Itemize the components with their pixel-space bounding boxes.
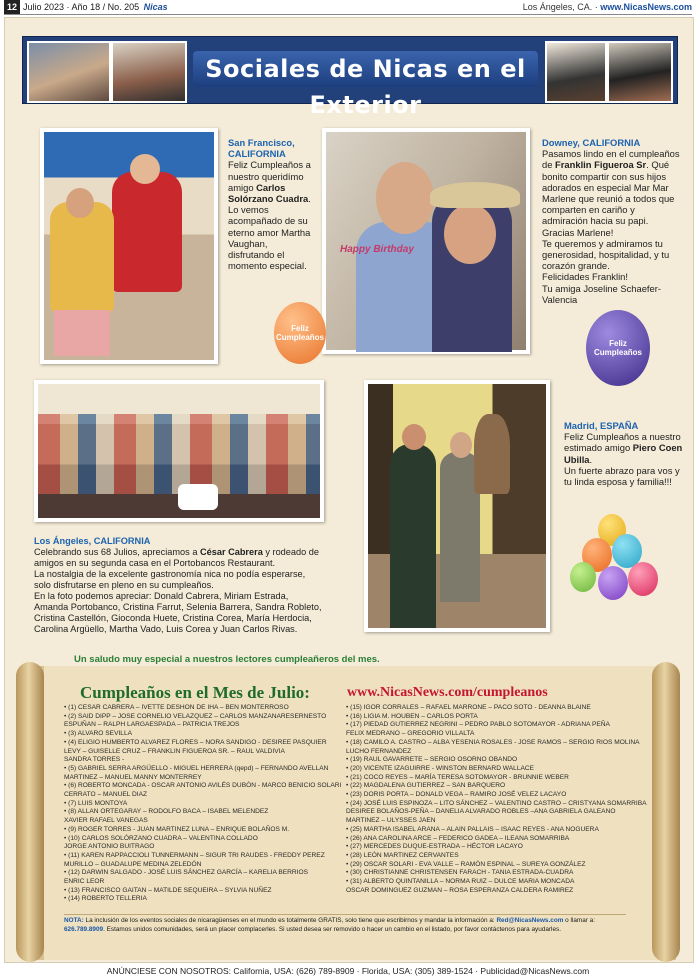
birthday-entry: • (29) OSCAR SOLARI - EVA VALLE – RAMÓN ESPINAL – SUREYA GONZÁLEZ <box>346 860 586 868</box>
location-site <box>523 0 692 14</box>
orange-balloon <box>274 302 326 364</box>
birthday-entry: • (30) CHRISTIANNE CHRISTENSEN FARACH - TANIA ESTRADA-CUADRA <box>346 869 574 877</box>
birthday-entry: • (11) KAREN RAPPACCIOLI TUNNERMANN – SIGUR TRI RAUDES - FREDDY PEREZ <box>64 851 325 859</box>
birthday-entry: • (2) SAID DIPP – JOSE CORNELIO VELAZQUEZ – CARLOS MANZANARESERNESTO <box>64 712 327 720</box>
birthday-note <box>64 914 626 934</box>
birthday-entry: • (5) GABRIEL SERRA ARGÜELLO - MIGUEL HERRERA (qepd) – FERNANDO AVELLAN <box>64 764 329 772</box>
birthday-entry: SANDRA TORRES - <box>64 756 125 764</box>
birthday-entry: • (20) VICENTE IZAGUIRRE - WINSTON BERNARD WALLACE <box>346 764 535 772</box>
birthday-entry: • (6) ROBERTO MONCADA - OSCAR ANTONIO AVILÉS DUBÓN - MARCO BENICIO SOLARI <box>64 782 342 790</box>
scroll-rod-right <box>652 662 680 962</box>
caption-place: San Francisco, CALIFORNIA <box>228 137 295 160</box>
caption-line: La nostalgia de la excelente gastronomía nica no podía esperarse, solo disfrutarse en pleno en su cumpleaños. <box>34 569 306 590</box>
birthday-salute: Un saludo muy especial a nuestros lectores cumpleañeros del mes. <box>74 654 380 665</box>
birthday-entry: • (26) ANA CAROLINA ARCE – FEDERICO GADEA – ILEANA SOMARRIBA <box>346 834 570 842</box>
photo-downey <box>322 128 530 354</box>
birthday-entry: MARTINEZ – MANUEL MANNY MONTERREY <box>64 773 202 781</box>
caption-madrid <box>564 420 684 487</box>
birthday-url[interactable]: www.NicasNews.com/cumpleanos <box>347 685 548 700</box>
balloon-text: Feliz Cumpleaños <box>593 339 642 357</box>
birthday-entry: • (9) ROGER TORRES - JUAN MARTINEZ LUNA – ENRIQUE BOLAÑOS M. <box>64 825 290 833</box>
photo-los-angeles <box>34 380 324 522</box>
birthday-entry: • (31) ALBERTO QUINTANILLA – NORMA RUIZ – DULCE MARIA MONCADA <box>346 878 575 886</box>
birthday-entry: • (1) CESAR CABRERA – IVETTE DESHON DE IHA – BEN MONTERROSO <box>64 704 289 711</box>
balloon-text: Feliz Cumpleaños <box>275 324 324 342</box>
birthday-entry: OSCAR DOMINGUEZ GUZMAN – ROSA ESPERANZA CALDERA RAMIREZ <box>346 886 574 894</box>
green-balloon <box>570 562 596 592</box>
caption-line: Felicidades Franklin! <box>542 271 628 283</box>
birthday-entry: ENRIC LEOR <box>64 878 105 886</box>
banner-photo-4 <box>607 41 673 103</box>
caption-los-angeles <box>34 536 324 635</box>
page-header <box>4 0 692 15</box>
birthday-entry: MARTINEZ – ULYSSES JAEN <box>346 817 436 825</box>
balloon-cluster <box>566 512 686 632</box>
photo-san-francisco <box>40 128 218 364</box>
birthday-entry: • (25) MARTHA ISABEL ARANA – ALAIN PALLAIS – ISAAC REYES - ANA NOGUERA <box>346 825 599 833</box>
caption-line: Tu amiga Joseline Schaefer-Valencia <box>542 282 661 305</box>
issue-info <box>4 0 168 14</box>
caption-text: . <box>589 453 593 465</box>
caption-line: Gracias Marlene! <box>542 226 614 238</box>
caption-text: . Lo vemos acompañado de su eterno amor Martha Vaughan, disfrutando el momento especial. <box>228 193 311 272</box>
birthday-entry: • (28) LEÓN MARTINEZ CERVANTES <box>346 851 459 859</box>
birthday-entry: ESPUÑAN – RALPH LARGAESPADA – PATRICIA TREJOS <box>64 721 240 729</box>
birthday-entry: • (4) ELIGIO HUMBERTO ALVAREZ FLORES – NORA SANDIGO - DESIREE PASQUIER <box>64 738 327 746</box>
scroll-rod-left <box>16 662 44 962</box>
caption-name: César Cabrera <box>199 547 263 557</box>
birthday-list-left <box>64 704 340 904</box>
caption-line: Un fuerte abrazo para vos y tu linda esposa y familia!!! <box>564 464 680 488</box>
page-number: 12 <box>4 0 20 14</box>
caption-line: En la foto podemos apreciar: Donald Cabrera, Miriam Estrada, Amanda Portobanco, Cristina Farrut, Selenia Barrera, Sandra Robleto, Cristina Castellón, Gioconda Huete, Cristina Corea, María Herdocia, Carolina Argüello, Martha Vado, Luis Corea y Juan Carlos Rivas. <box>34 591 322 634</box>
caption-text: Feliz Cumpleaños a nuestro queridímo amigo <box>228 159 311 193</box>
birthday-entry: MURILLO – GUADALUPE MEDINA ZELEDÓN <box>64 860 202 868</box>
birthday-entry: LEVY – GUISELLE CRUZ – FRANKLIN FIGUEROA SR. – RAUL VALDIVIA <box>64 747 285 755</box>
birthday-entry: FELIX MEDRANO – GREGORIO VILLALTA <box>346 730 475 738</box>
banner-photo-1 <box>27 41 111 103</box>
nicas-logo: Nicas <box>143 2 168 12</box>
note-text: La inclusión de los eventos sociales de nicaragüenses en el mundo es totalmente GRATIS, solo tiene que escribirnos y mandar la información a: <box>83 917 497 924</box>
caption-text: . Qué bonito compartir con sus hijos adorados en especial Mar Mar Marlene que reunió a todos que comparten en cariño y admiración hacia su papi. <box>542 159 675 227</box>
birthday-entry: • (8) ALLAN ORTEGARAY – RODOLFO BACA – ISABEL MELENDEZ <box>64 808 269 816</box>
birthday-entry: • (12) DARWIN SALGADO - JOSÉ LUIS SÁNCHEZ GARCÍA – KARELIA BERRIOS <box>64 869 309 877</box>
note-email[interactable]: Red@NicasNews.com <box>496 917 564 924</box>
birthday-entry: • (17) PIEDAD GUTIERREZ NEGRINI – PEDRO PABLO SOTOMAYOR - ADRIANA PEÑA <box>346 721 610 729</box>
caption-text: Pasamos lindo en el cumpleaños de <box>542 148 680 171</box>
caption-san-francisco <box>228 137 314 271</box>
birthday-entry: • (18) CAMILO A. CASTRO – ALBA YESENIA ROSALES - JOSE RAMOS – SERGIO RIOS MOLINA <box>346 738 640 746</box>
birthday-title: Cumpleaños en el Mes de Julio: <box>80 683 310 702</box>
birthday-entry: • (15) IGOR CORRALES – RAFAEL MARRONE – PACO SOTO - DEANNA BLAINE <box>346 704 591 711</box>
birthday-entry: JORGE ANTONIO BUITRAGO <box>64 843 155 851</box>
note-phone: 626.789.8909 <box>64 925 104 933</box>
birthday-entry: XAVIER RAFAEL VANEGAS <box>64 817 148 825</box>
caption-name: Carlos Solórzano Cuadra <box>228 181 309 205</box>
banner-title: Sociales de Nicas en el Exterior <box>193 51 538 87</box>
page-footer: ANÚNCIESE CON NOSOTROS: California, USA: (626) 789-8909 · Florida, USA: (305) 389-1524 · Publicidad@NicasNews.com <box>106 966 590 976</box>
section-banner <box>22 36 678 119</box>
caption-text: Celebrando sus 68 Julios, apreciamos a <box>34 547 200 557</box>
birthday-entry: LUCHO FERNANDEZ <box>346 747 412 755</box>
birthday-entry: • (14) ROBERTO TELLERIA <box>64 895 147 903</box>
purple-balloon <box>586 310 650 386</box>
birthday-entry: • (21) COCO REYES – MARÍA TERESA SOTOMAYOR - BRUNNIE WEBER <box>346 773 569 781</box>
note-text-mid: o llamar a: <box>563 917 596 924</box>
birthday-entry: • (19) RAUL GAVARRETE – SERGIO OSORNO OBANDO <box>346 756 518 764</box>
caption-text: y rodeado de amigos en su segunda casa en el Portobancos Restaurant. <box>34 547 320 568</box>
pink-balloon <box>628 562 658 596</box>
caption-downey <box>542 137 682 305</box>
caption-place: Madrid, ESPAÑA <box>564 420 639 431</box>
caption-place: Downey, CALIFORNIA <box>542 137 641 148</box>
website-link[interactable]: www.NicasNews.com <box>600 2 692 12</box>
birthday-entry: • (3) ALVARO SEVILLA <box>64 730 133 738</box>
birthday-list-right <box>346 704 647 895</box>
note-text-end: . Estamos unidos comunidades, será un placer complacerles. Si usted desea ser removido o hacer un cambio en el listado, por favor contáctenos para ayudarles. <box>103 925 561 933</box>
birthday-entry: • (22) MAGDALENA GUTIERREZ – SAN BARQUERO <box>346 782 506 790</box>
caption-name: Piero Coen Ubilla <box>564 442 683 465</box>
caption-place: Los Ángeles, CALIFORNIA <box>34 536 151 546</box>
birthday-entry: • (13) FRANCISCO GAITAN – MATILDE SEQUEIRA – SYLVIA NUÑEZ <box>64 886 272 894</box>
caption-name: Franklin Figueroa Sr <box>555 159 647 171</box>
birthday-entry: DESIREE BOLAÑOS-PEÑA – DANELIA ALVARADO ROBLES –ANA GABRIELA GALEANO <box>346 808 616 816</box>
birthday-entry: • (24) JOSÉ LUIS ESPINOZA – LITO SÁNCHEZ – VALENTINO CASTRO – CRISTYANA SOMARRIBA <box>346 799 647 807</box>
caption-text: Feliz Cumpleaños a nuestro estimado amigo <box>564 431 681 454</box>
birthday-entry: • (16) LIGIA M. HOUBEN – CARLOS PORTA <box>346 712 478 720</box>
birthday-entry: CERRATO – MANUEL DIAZ <box>64 791 148 799</box>
birthday-entry: • (10) CARLOS SOLÓRZANO CUADRA – VALENTINA COLLADO <box>64 834 258 842</box>
birthday-entry: • (7) LUIS MONTOYA <box>64 799 128 807</box>
location-text: Los Ángeles, CA. · <box>522 2 601 12</box>
issue-text: Julio 2023 · Año 18 / No. 205 <box>23 2 140 12</box>
note-label: NOTA: <box>64 917 84 924</box>
banner-photo-2 <box>111 41 187 103</box>
birthday-entry: • (27) MERCEDES DUQUE-ESTRADA – HÉCTOR LACAYO <box>346 843 523 851</box>
caption-line: Te queremos y admiramos tu generosidad, hospitalidad, y tu corazón grande. <box>542 237 670 272</box>
violet-balloon <box>598 566 628 600</box>
photo-madrid <box>364 380 550 632</box>
banner-photo-3 <box>545 41 607 103</box>
birthday-entry: • (23) DORIS PORTA – DONALD VEGA – RAMIRO JOSÉ VELEZ LACAYO <box>346 791 567 799</box>
cake-topper: Happy Birthday <box>340 244 414 255</box>
